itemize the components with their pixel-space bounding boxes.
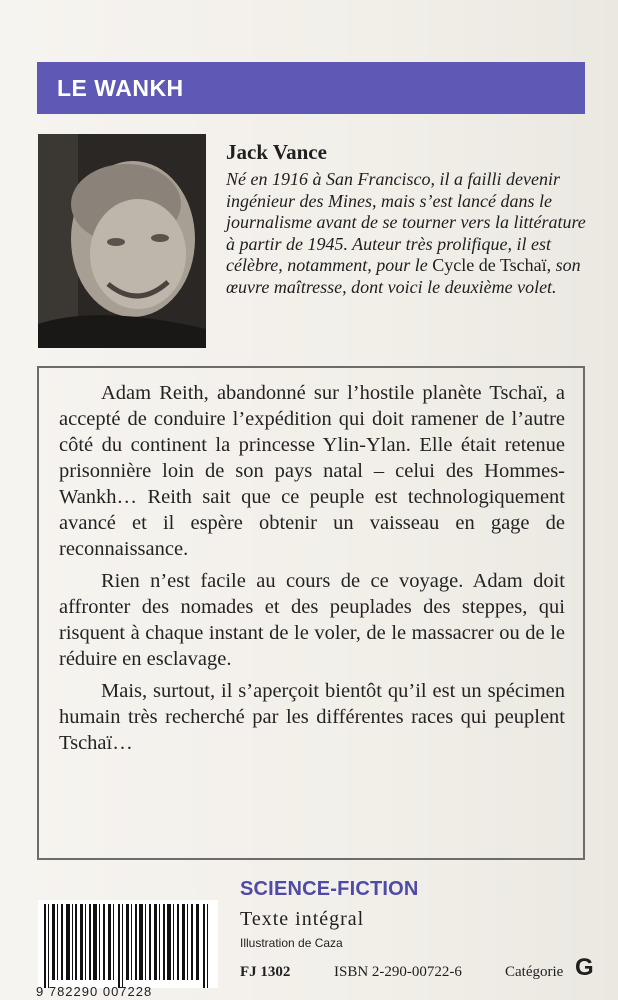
barcode-icon bbox=[38, 900, 218, 988]
author-portrait-image bbox=[38, 134, 206, 348]
category-letter: G bbox=[575, 954, 594, 981]
author-block bbox=[226, 140, 596, 298]
author-photo bbox=[38, 134, 206, 348]
catalog-code: FJ 1302 bbox=[240, 964, 291, 980]
bio-text-end: son œuvre maîtresse, dont voici le deuxième volet. bbox=[226, 255, 581, 297]
footer bbox=[0, 870, 618, 1000]
author-name: Jack Vance bbox=[226, 140, 327, 164]
author-bio bbox=[226, 169, 596, 298]
barcode-digits: 9 782290 007228 bbox=[36, 984, 153, 999]
category-label: Catégorie bbox=[505, 964, 564, 980]
bio-text-start: Né en 1916 à San Francisco, il a failli devenir ingénieur des Mines, mais s’est lancé dans le journalisme avant de se tourner vers la littérature à partir de 1945. Auteur très prolifique, il est célèbre, notamment, pour le bbox=[226, 169, 586, 275]
summary-paragraph-3: Mais, surtout, il s’aperçoit bientôt qu’il est un spécimen humain très recherché par les différentes races qui peuplent Tschaï… bbox=[59, 680, 565, 754]
isbn: ISBN 2-290-00722-6 bbox=[334, 964, 462, 980]
book-title: LE WANKH bbox=[57, 74, 184, 101]
summary-paragraph-2: Rien n’est facile au cours de ce voyage. Adam doit affronter des nomades et des peuplades des steppes, qui risquent à chaque instant de le voler, de le massacrer ou de le réduire en esclavage. bbox=[59, 570, 565, 670]
summary-box bbox=[37, 366, 585, 860]
title-bar bbox=[37, 62, 585, 114]
bio-cycle-title: Cycle de Tschaï, bbox=[432, 255, 552, 275]
summary-paragraph-1: Adam Reith, abandonné sur l’hostile planète Tschaï, a accepté de conduire l’expédition qui doit ramener de l’autre côté du continent la princesse Ylin-Ylan. Elle était retenue prisonnière loin de son pays natal – celui des Hommes-Wankh… Reith sait que ce peuple est technologiquement avancé et il espère obtenir un vaisseau en gage de reconnaissance. bbox=[59, 382, 565, 560]
integral-label: Texte intégral bbox=[240, 908, 365, 930]
genre-label: SCIENCE-FICTION bbox=[240, 878, 419, 900]
illustration-credit: Illustration de Caza bbox=[240, 936, 343, 950]
